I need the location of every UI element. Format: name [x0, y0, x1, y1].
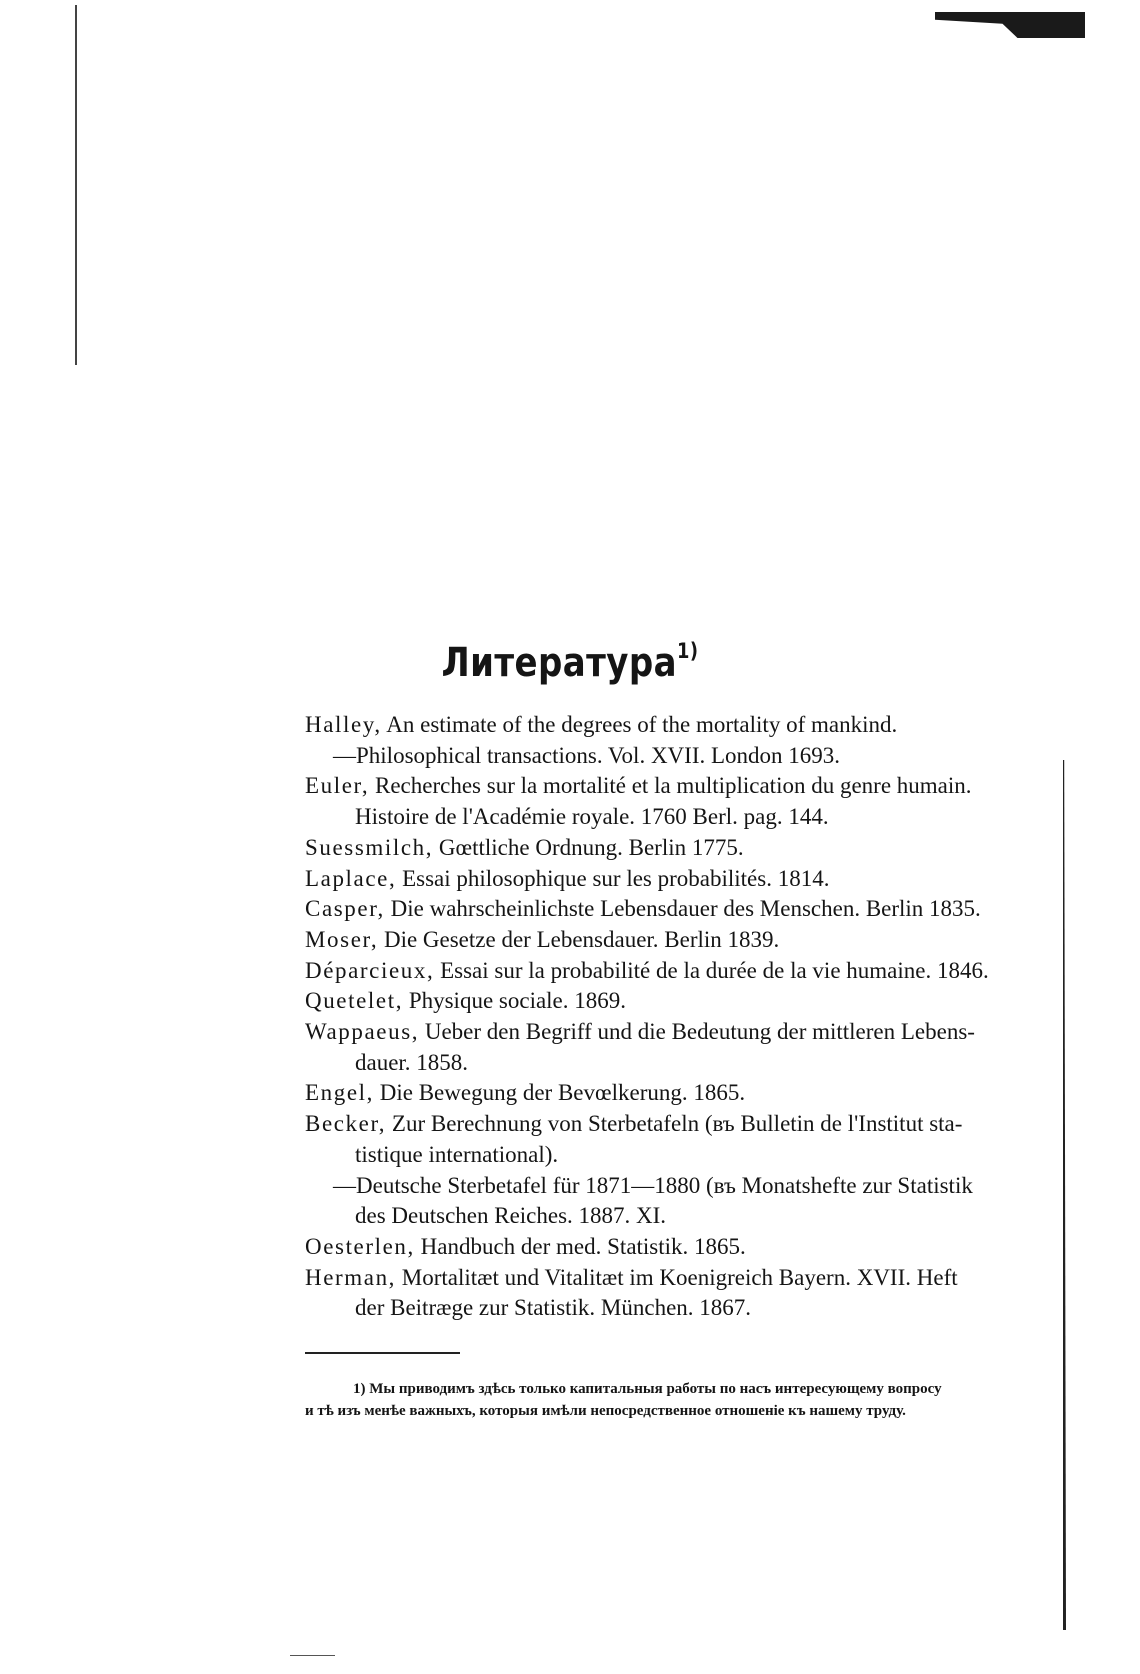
reference-list	[305, 710, 1055, 1324]
reference-author: Wappaeus,	[305, 1019, 420, 1045]
reference-line	[305, 1171, 1055, 1202]
reference-text: —Philosophical transactions. Vol. XVII. London 1693.	[333, 742, 841, 768]
reference-text: Gœttliche Ordnung. Berlin 1775.	[438, 834, 744, 860]
reference-author: Becker,	[305, 1111, 387, 1137]
reference-line	[305, 1140, 1055, 1171]
reference-text: der Beitræge zur Statistik. München. 1867.	[355, 1295, 752, 1321]
reference-text: Essai philosophique sur les probabilités. 1814.	[402, 865, 830, 891]
reference-line	[305, 956, 1055, 987]
reference-text: Histoire de l'Académie royale. 1760 Berl. pag. 144.	[355, 804, 829, 830]
footnote-marker: 1)	[677, 638, 699, 663]
reference-line	[305, 1109, 1055, 1140]
reference-text: Physique sociale. 1869.	[408, 988, 627, 1014]
reference-line	[305, 1293, 1055, 1324]
reference-author: Suessmilch,	[305, 834, 434, 860]
reference-line	[305, 925, 1055, 956]
reference-line	[305, 741, 1055, 772]
reference-line	[305, 864, 1055, 895]
reference-line	[305, 771, 1055, 802]
reference-line	[305, 1201, 1055, 1232]
reference-text: Ueber den Begriff und die Bedeutung der mittleren Lebens-	[424, 1019, 975, 1045]
reference-text: —Deutsche Sterbetafel für 1871—1880 (въ Monatshefte zur Statistik	[333, 1172, 973, 1198]
reference-text: An estimate of the degrees of the mortality of mankind.	[386, 712, 898, 737]
reference-author: Quetelet,	[305, 988, 404, 1014]
reference-line	[305, 802, 1055, 833]
reference-text: des Deutschen Reiches. 1887. XI.	[355, 1203, 667, 1229]
reference-line	[305, 894, 1055, 925]
reference-line	[305, 1263, 1055, 1294]
reference-author: Euler,	[305, 773, 370, 799]
reference-author: Halley,	[305, 712, 382, 737]
reference-line	[305, 986, 1055, 1017]
reference-text: Zur Berechnung von Sterbetafeln (въ Bulletin de l'Institut sta-	[391, 1111, 963, 1137]
reference-author: Laplace,	[305, 865, 397, 891]
reference-author: Herman,	[305, 1264, 397, 1290]
reference-text: Handbuch der med. Statistik. 1865.	[420, 1233, 746, 1259]
reference-line	[305, 1048, 1055, 1079]
reference-author: Oesterlen,	[305, 1233, 415, 1259]
reference-line	[305, 710, 1055, 741]
reference-text: Mortalitæt und Vitalitæt im Koenigreich Bayern. XVII. Heft	[401, 1264, 958, 1290]
reference-author: Moser,	[305, 926, 379, 952]
reference-line	[305, 1017, 1055, 1048]
page-title	[86, 640, 1055, 686]
bottom-dash	[290, 1655, 335, 1656]
reference-text: tistique international).	[355, 1141, 559, 1167]
page-title-text: Литература	[441, 640, 678, 686]
footnote-line: и тѣ изъ менѣе важныхъ, которыя имѣли непосредственное отношеніе къ нашему труду.	[305, 1403, 906, 1419]
reference-text: Die Gesetze der Lebensdauer. Berlin 1839.	[383, 926, 780, 952]
scan-edge-mark	[935, 12, 1085, 38]
reference-line	[305, 1078, 1055, 1109]
reference-text: Die Bewegung der Bevœlkerung. 1865.	[379, 1080, 746, 1106]
reference-author: Casper,	[305, 896, 385, 922]
page-edge-right	[1063, 760, 1066, 1630]
reference-text: dauer. 1858.	[355, 1049, 469, 1075]
footnote-line: 1) Мы приводимъ здѣсь только капитальныя работы по насъ интересующему вопросу	[353, 1381, 942, 1397]
footnote	[305, 1378, 1050, 1422]
reference-text: Die wahrscheinlichste Lebensdauer des Menschen. Berlin 1835.	[390, 896, 981, 922]
footnote-rule	[305, 1352, 460, 1354]
reference-line	[305, 1232, 1055, 1263]
reference-text: Recherches sur la mortalité et la multiplication du genre humain.	[375, 773, 972, 799]
reference-author: Engel,	[305, 1080, 374, 1106]
reference-text: Essai sur la probabilité de la durée de la vie humaine. 1846.	[440, 957, 989, 983]
reference-line	[305, 833, 1055, 864]
reference-author: Déparcieux,	[305, 957, 435, 983]
page-edge-left	[75, 5, 77, 365]
